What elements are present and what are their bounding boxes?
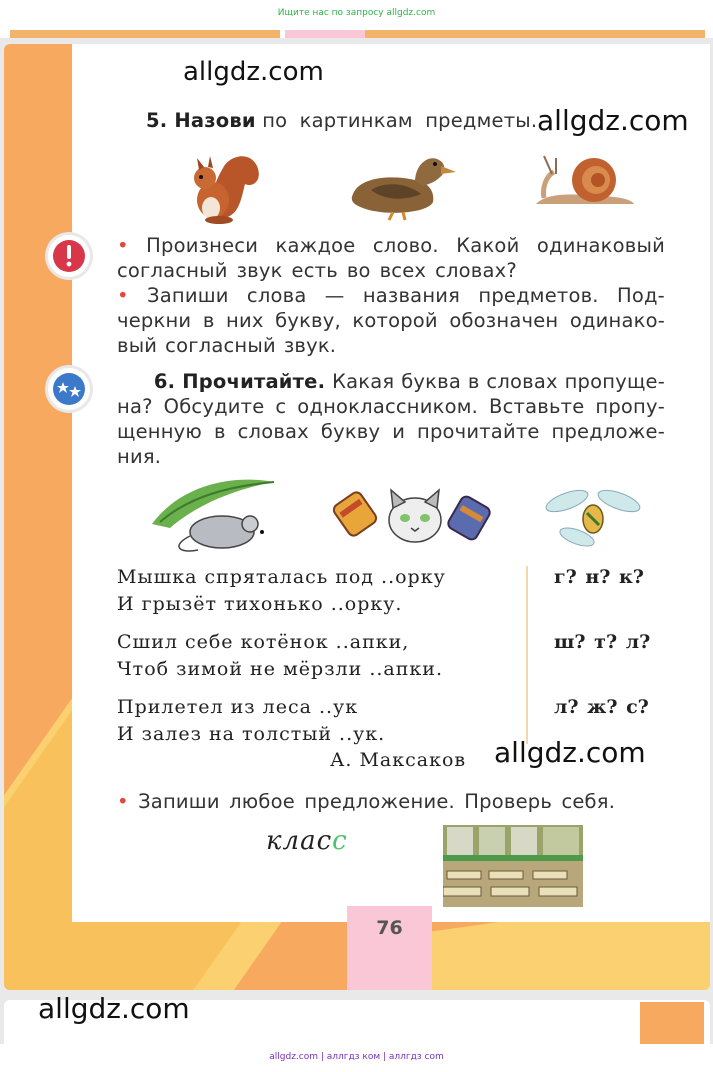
instruction-line: согласный звук есть во всех словах? xyxy=(117,259,517,282)
column-divider xyxy=(526,566,528,744)
mouse-image xyxy=(150,476,285,556)
task5-text: по картинкам предметы. xyxy=(262,109,538,132)
footer-links[interactable]: allgdz.com | аллгдз ком | аллгдз com xyxy=(269,1052,444,1062)
poem-line: Прилетел из леса ..ук xyxy=(117,696,359,718)
task6-number: 6. Прочитайте. xyxy=(153,370,326,393)
duck-image xyxy=(343,150,458,222)
bullet-dot: • xyxy=(117,790,129,813)
poem-author: А. Максаков xyxy=(330,749,467,771)
poem-line: Сшил себе котёнок ..апки, xyxy=(117,631,410,653)
poem-line: И грызёт тихонько ..орку. xyxy=(117,593,403,615)
kitten-image xyxy=(333,480,493,556)
handwritten-word: класс xyxy=(266,826,348,856)
final-instruction: • Запиши любое предложение. Проверь себя. xyxy=(117,790,616,813)
poem-line: Чтоб зимой не мёрзли ..апки. xyxy=(117,658,443,680)
exclamation-icon xyxy=(48,235,90,277)
poem-line: И залез на толстый ..ук. xyxy=(117,723,386,745)
bullet-dot: • xyxy=(117,284,129,307)
poem-line: Мышка спряталась под ..орку xyxy=(117,566,446,588)
top-banner-text[interactable]: Ищите нас по запросу allgdz.com xyxy=(277,8,436,18)
instruction-line: • Запиши слова — названия предметов. Под- xyxy=(117,284,665,310)
task6-line: 6. Прочитайте. Какая буква в словах пропуще- xyxy=(117,370,665,396)
letter-options: ш? т? л? xyxy=(554,631,651,653)
task6-line: щенную в словах букву и прочитайте предложе- xyxy=(117,420,665,443)
watermark: allgdz.com xyxy=(38,992,190,1025)
footer xyxy=(0,1044,713,1072)
task5-number: 5. Назови xyxy=(146,109,256,132)
letter-options: л? ж? с? xyxy=(554,696,649,718)
watermark: allgdz.com xyxy=(183,57,324,87)
task6-line: ния. xyxy=(117,445,162,468)
instruction-line: вый согласный звук. xyxy=(117,334,337,357)
stars-icon xyxy=(48,368,90,410)
beetle-image xyxy=(543,483,643,557)
classroom-image xyxy=(443,825,583,907)
letter-options: г? н? к? xyxy=(554,566,644,588)
watermark: allgdz.com xyxy=(494,736,646,769)
task5-heading xyxy=(146,109,537,132)
instruction-line: • Произнеси каждое слово. Какой одинаковый xyxy=(117,234,665,260)
squirrel-image xyxy=(183,148,263,226)
top-banner xyxy=(0,0,713,30)
task6-line: на? Обсудите с одноклассником. Вставьте пропу- xyxy=(117,395,665,418)
snail-image xyxy=(532,152,636,208)
instruction-line: черкни в них букву, которой обозначен одинако- xyxy=(117,309,665,332)
page-number: 76 xyxy=(376,917,403,939)
watermark: allgdz.com xyxy=(537,104,689,137)
top-strip xyxy=(0,30,713,38)
bullet-dot: • xyxy=(117,234,129,257)
